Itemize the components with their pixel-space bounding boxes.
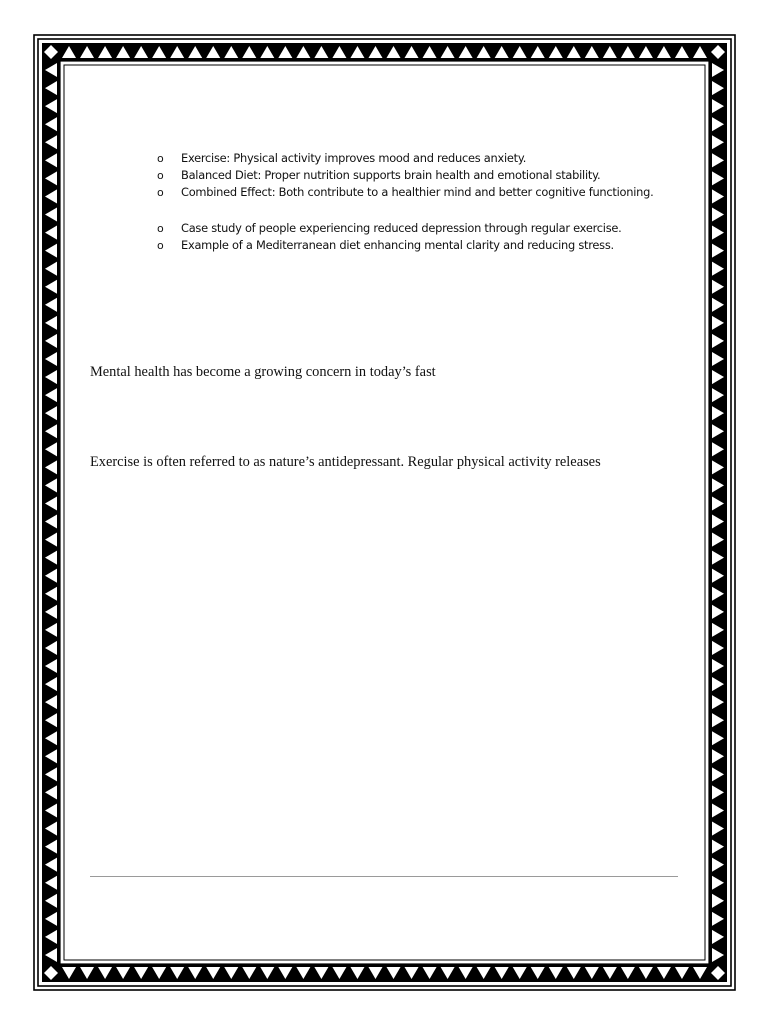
paragraph-mental-health: Mental health has become a growing concern in today’s fast — [90, 364, 436, 380]
list-item — [157, 167, 653, 184]
list-item — [157, 150, 653, 167]
list-item-text: Example of a Mediterranean diet enhancing mental clarity and reducing stress. — [181, 238, 614, 252]
list-item — [157, 184, 653, 201]
bullet-list — [157, 150, 653, 254]
bullet-marker: o — [157, 152, 164, 165]
list-item-text: Balanced Diet: Proper nutrition supports brain health and emotional stability. — [181, 168, 601, 182]
bullet-marker: o — [157, 186, 164, 199]
bullet-marker: o — [157, 169, 164, 182]
list-item-text: Combined Effect: Both contribute to a healthier mind and better cognitive functioning. — [181, 185, 654, 199]
bullet-marker: o — [157, 239, 164, 252]
list-item — [157, 220, 653, 237]
list-spacer — [157, 201, 653, 220]
list-item-text: Case study of people experiencing reduced depression through regular exercise. — [181, 221, 622, 235]
bullet-marker: o — [157, 222, 164, 235]
list-item-text: Exercise: Physical activity improves mood and reduces anxiety. — [181, 151, 527, 165]
paragraph-exercise: Exercise is often referred to as nature’s antidepressant. Regular physical activity releases — [90, 454, 601, 470]
list-item — [157, 237, 653, 254]
footer-divider-line — [90, 876, 678, 877]
